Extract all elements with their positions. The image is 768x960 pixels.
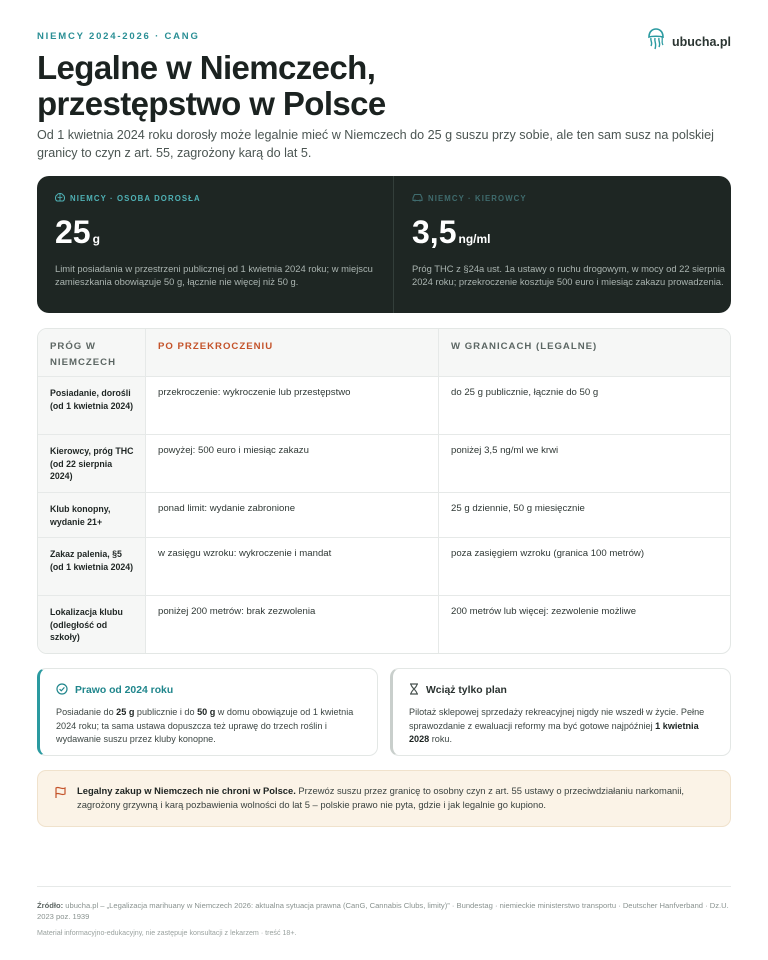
- brand-name: ubucha.pl: [671, 34, 731, 49]
- stat-description: Próg THC z §24a ust. 1a ustawy o ruchu drogowym, w mocy od 22 sierpnia 2024 roku; przekroczenie kosztuje 500 euro i miesiąc zakazu prowadzenia.: [412, 263, 725, 288]
- row-label: Kierowcy, próg THC (od 22 sierpnia 2024): [38, 435, 146, 492]
- page-title: [37, 50, 637, 122]
- card-body: Posiadanie do 25 g publicznie i do 50 g w domu obowiązuje od 1 kwietnia 2024 roku; ta sama ustawa dopuszcza też uprawę do trzech roślin i wydawanie suszu przez kluby konopne.: [56, 707, 354, 745]
- stat-value: 25 g: [55, 214, 100, 250]
- stat-label: NIEMCY · OSOBA DOROSŁA: [70, 194, 201, 203]
- row-label: Posiadanie, dorośli (od 1 kwietnia 2024): [38, 377, 146, 434]
- lead-paragraph: Od 1 kwietnia 2024 roku dorosły może legalnie mieć w Niemczech do 25 g suszu przy sobie, ale ten sam susz na polskiej granicy to czyn z art. 55, zagrożony karą do lat 5.: [37, 128, 714, 160]
- row-label: Klub konopny, wydanie 21+: [38, 493, 146, 537]
- thresholds-table: [37, 328, 731, 654]
- cell-exceeded: poniżej 200 metrów: brak zezwolenia: [146, 596, 439, 653]
- card-title: Wciąż tylko plan: [426, 685, 507, 696]
- cell-exceeded: przekroczenie: wykroczenie lub przestępstwo: [146, 377, 439, 434]
- cell-exceeded: ponad limit: wydanie zabronione: [146, 493, 439, 537]
- table-row: [38, 492, 730, 537]
- column-header-exceeded: PO PRZEKROCZENIU: [146, 329, 439, 376]
- check-circle-icon: [56, 683, 68, 698]
- stat-possession: [37, 176, 393, 313]
- brand-logo[interactable]: [646, 27, 731, 56]
- car-icon: [412, 193, 423, 204]
- column-header-legal: W GRANICACH (LEGALNE): [439, 329, 730, 376]
- flag-icon: [54, 786, 67, 826]
- stat-description: Limit posiadania w przestrzeni publicznej od 1 kwietnia 2024 roku; w miejscu zamieszkania obowiązuje 50 g, łącznie nie więcej niż 50 g.: [55, 263, 373, 288]
- stat-value: 3,5 ng/ml: [412, 214, 491, 250]
- row-label: Zakaz palenia, §5 (od 1 kwietnia 2024): [38, 538, 146, 595]
- card-title: Prawo od 2024 roku: [75, 685, 174, 696]
- cell-exceeded: powyżej: 500 euro i miesiąc zakazu: [146, 435, 439, 492]
- cell-legal: do 25 g publicznie, łącznie do 50 g: [451, 387, 599, 398]
- cell-legal: poza zasięgiem wzroku (granica 100 metrów): [451, 548, 645, 559]
- hourglass-icon: [409, 683, 419, 698]
- warning-box: [37, 770, 731, 827]
- cell-exceeded: w zasięgu wzroku: wykroczenie i mandat: [146, 538, 439, 595]
- warning-text: Legalny zakup w Niemczech nie chroni w Polsce. Przewóz suszu przez granicę to osobny czyn z art. 55 ustawy o przeciwdziałaniu narkomanii, zagrożony grzywną i karą pozbawienia wolności do lat 5 – polskie prawo nie pyta, gdzie i jak legalnie go kupiono.: [77, 785, 685, 811]
- disclaimer: Materiał informacyjno-edukacyjny, nie zastępuje konsultacji z lekarzem · treść 18+.: [37, 928, 297, 937]
- jellyfish-logo-icon: [646, 27, 666, 56]
- table-row: [38, 595, 730, 653]
- table-row: [38, 376, 730, 434]
- stat-drivers: [393, 176, 750, 313]
- stat-unit: g: [92, 232, 100, 246]
- kicker: NIEMCY 2024-2026 · CANG: [37, 31, 200, 42]
- card-body: Pilotaż sklepowej sprzedaży rekreacyjnej nigdy nie wszedł w życie. Pełne sprawozdanie z ewaluacji reformy ma być gotowe najpóźniej 1 kwietnia 2028 roku.: [409, 707, 705, 745]
- title-line-1: Legalne w Niemczech,: [37, 49, 376, 86]
- table-header-row: [38, 329, 730, 376]
- source-note: Źródło: ubucha.pl – „Legalizacja marihuany w Niemczech 2026: aktualna sytuacja prawna (CanG, Cannabis Clubs, limity)” · Bundestag · niemieckie ministerstwo transportu · Deutscher Hanfverband · Dz.U. 2023 poz. 1939: [37, 901, 729, 922]
- column-header-threshold: PRÓG W NIEMCZECH: [38, 329, 146, 376]
- table-row: [38, 434, 730, 492]
- title-line-2: przestępstwo w Polsce: [37, 85, 386, 122]
- row-label: Lokalizacja klubu (odległość od szkoły): [38, 596, 146, 653]
- stats-panel: [37, 176, 731, 313]
- stat-unit: ng/ml: [458, 232, 491, 246]
- cell-legal: poniżej 3,5 ng/ml we krwi: [451, 445, 559, 456]
- plan-card: [390, 668, 731, 756]
- footer: [37, 886, 731, 937]
- cell-legal: 200 metrów lub więcej: zezwolenie możliwe: [451, 606, 637, 617]
- table-row: [38, 537, 730, 595]
- brain-icon: [55, 193, 65, 204]
- law-card: [37, 668, 378, 756]
- cell-legal: 25 g dziennie, 50 g miesięcznie: [451, 503, 585, 514]
- stat-label: NIEMCY · KIEROWCY: [428, 194, 527, 203]
